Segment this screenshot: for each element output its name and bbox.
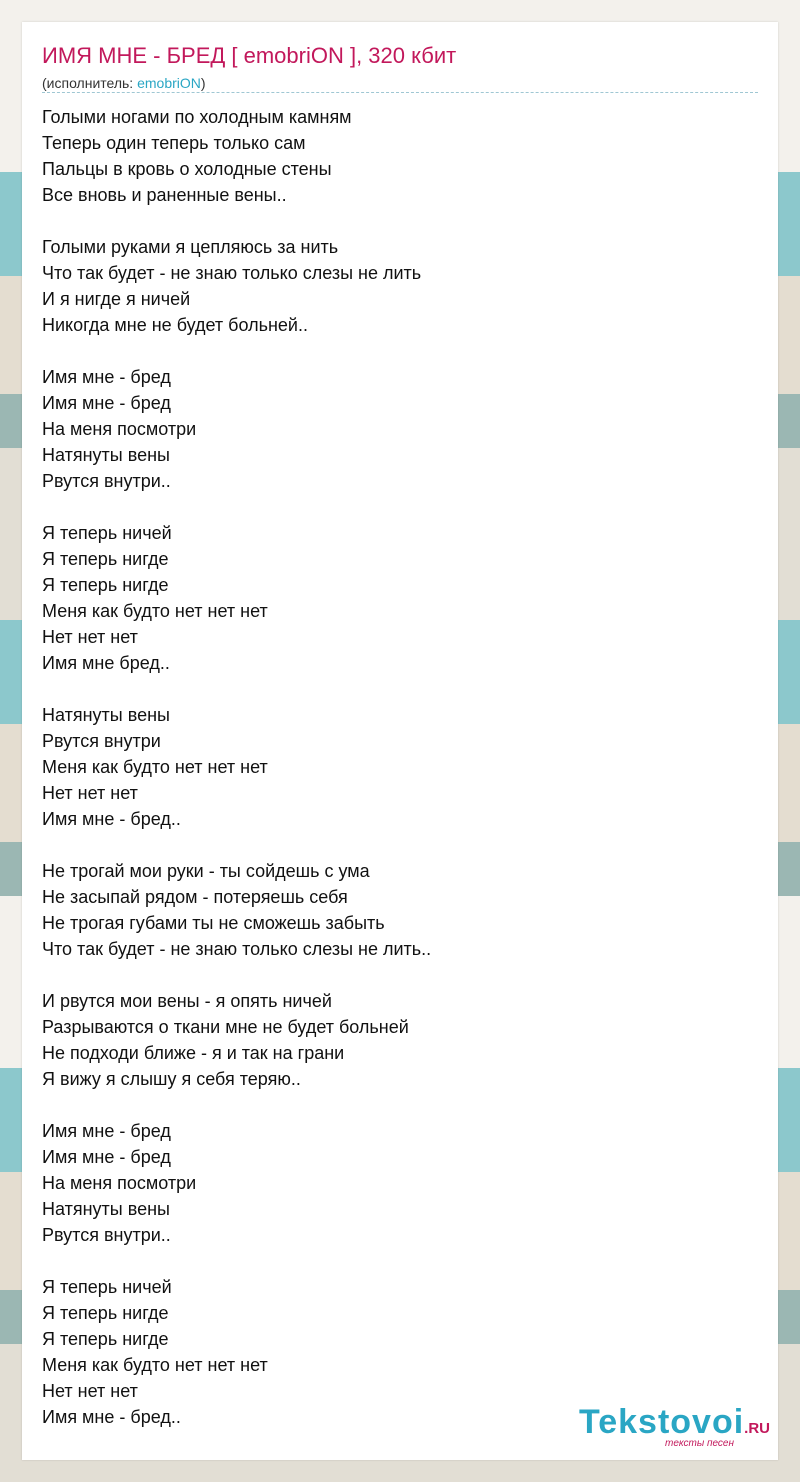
lyric-line: Не засыпай рядом - потеряешь себя	[42, 887, 348, 907]
lyric-line: Натянуты вены	[42, 1199, 170, 1219]
artist-prefix: (исполнитель:	[42, 75, 138, 91]
lyric-line: Что так будет - не знаю только слезы не лить..	[42, 939, 432, 959]
lyric-line: Я теперь нигде	[42, 575, 169, 595]
lyric-line: Я теперь нигде	[42, 1329, 169, 1349]
lyric-line: Натянуты вены	[42, 705, 170, 725]
artist-suffix: )	[200, 75, 206, 91]
stanza	[42, 988, 742, 1092]
lyric-line: Рвутся внутри	[42, 731, 161, 751]
lyric-line: На меня посмотри	[42, 419, 197, 439]
lyric-line: Нет нет нет	[42, 627, 138, 647]
lyric-line: Имя мне - бред	[42, 1147, 171, 1167]
site-logo[interactable]	[578, 1403, 770, 1449]
lyrics-card	[22, 22, 778, 1460]
artist-link[interactable]: emobriON	[137, 75, 201, 91]
lyrics-text	[42, 104, 742, 1430]
lyric-line: И рвутся мои вены - я опять ничей	[42, 991, 332, 1011]
lyric-line: Я теперь ничей	[42, 523, 172, 543]
lyric-line: Я теперь нигде	[42, 549, 169, 569]
divider	[42, 92, 758, 93]
lyric-line: Не подходи ближе - я и так на грани	[42, 1043, 345, 1063]
logo-name: Tekstovoi	[578, 1403, 745, 1441]
logo-tagline: тексты песен	[665, 1438, 734, 1449]
lyric-line: Рвутся внутри..	[42, 1225, 171, 1245]
lyric-line: Голыми ногами по холодным камням	[42, 107, 352, 127]
stanza	[42, 520, 742, 676]
stanza	[42, 104, 742, 208]
stanza	[42, 1118, 742, 1248]
stanza	[42, 858, 742, 962]
lyric-line: Рвутся внутри..	[42, 471, 171, 491]
lyric-line: Имя мне - бред	[42, 1121, 171, 1141]
lyric-line: Имя мне - бред	[42, 393, 171, 413]
lyric-line: Не трогай мои руки - ты сойдешь с ума	[42, 861, 370, 881]
lyric-line: Имя мне бред..	[42, 653, 170, 673]
lyric-line: Нет нет нет	[42, 1381, 138, 1401]
lyric-line: Меня как будто нет нет нет	[42, 1355, 268, 1375]
artist-line	[42, 74, 206, 92]
lyric-line: Я теперь ничей	[42, 1277, 172, 1297]
lyric-line: Нет нет нет	[42, 783, 138, 803]
lyric-line: Меня как будто нет нет нет	[42, 601, 268, 621]
lyric-line: Я вижу я слышу я себя теряю..	[42, 1069, 301, 1089]
lyric-line: Разрываются о ткани мне не будет больней	[42, 1017, 409, 1037]
logo-tld: .RU	[744, 1420, 770, 1437]
lyric-line: Все вновь и раненные вены..	[42, 185, 287, 205]
lyric-line: Имя мне - бред	[42, 367, 171, 387]
lyric-line: Голыми руками я цепляюсь за нить	[42, 237, 339, 257]
lyric-line: На меня посмотри	[42, 1173, 197, 1193]
lyric-line: Меня как будто нет нет нет	[42, 757, 268, 777]
stanza	[42, 234, 742, 338]
lyric-line: Пальцы в кровь о холодные стены	[42, 159, 332, 179]
lyric-line: Теперь один теперь только сам	[42, 133, 306, 153]
stanza	[42, 702, 742, 832]
stanza	[42, 364, 742, 494]
page-title: ИМЯ МНЕ - БРЕД [ emobriON ], 320 кбит	[42, 43, 457, 68]
lyric-line: Натянуты вены	[42, 445, 170, 465]
lyric-line: Имя мне - бред..	[42, 809, 181, 829]
lyric-line: Не трогая губами ты не сможешь забыть	[42, 913, 385, 933]
lyric-line: Что так будет - не знаю только слезы не лить	[42, 263, 422, 283]
lyric-line: Я теперь нигде	[42, 1303, 169, 1323]
lyric-line: Никогда мне не будет больней..	[42, 315, 308, 335]
lyric-line: Имя мне - бред..	[42, 1407, 181, 1427]
lyric-line: И я нигде я ничей	[42, 289, 191, 309]
